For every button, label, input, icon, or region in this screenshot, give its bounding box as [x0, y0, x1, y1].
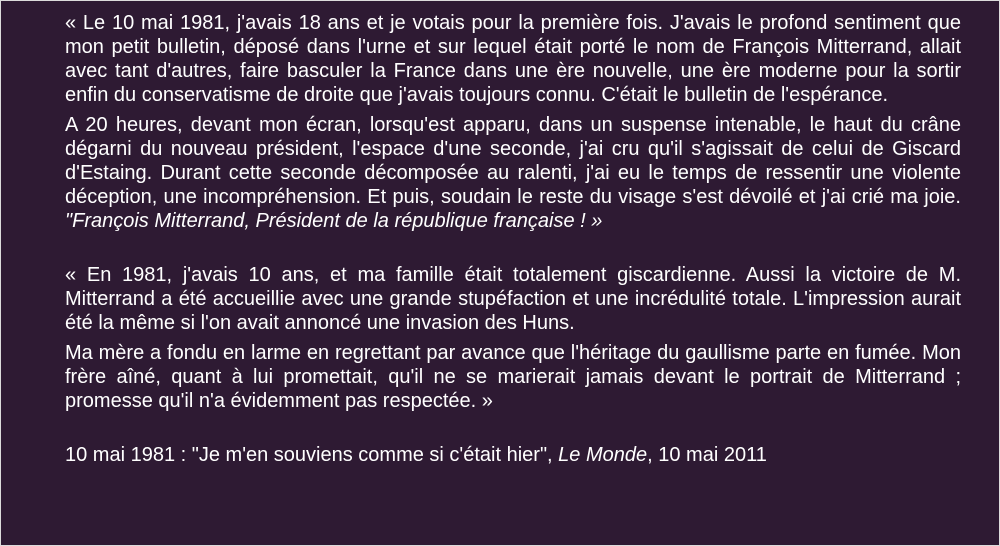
slide-content [65, 11, 961, 467]
citation-prefix: 10 mai 1981 : "Je m'en souviens comme si c'était hier", [65, 444, 559, 466]
citation-suffix: , 10 mai 2011 [647, 444, 767, 466]
quote1-paragraph2 [65, 113, 961, 233]
quote1-paragraph2-italic: "François Mitterrand, Président de la république française ! » [65, 210, 603, 232]
source-citation [65, 443, 961, 467]
quote2-paragraph1: « En 1981, j'avais 10 ans, et ma famille était totalement giscardienne. Aussi la victoire de M. Mitterrand a été accueillie avec une grande stupéfaction et une incrédulité totale. L'impression aurait été la même si l'on avait annoncé une invasion des Huns. [65, 264, 961, 334]
quote2-paragraph2: Ma mère a fondu en larme en regrettant par avance que l'héritage du gaullisme parte en fumée. Mon frère aîné, quant à lui promettait, qu'il ne se marierait jamais devant le portrait de Mitterrand ; promesse qu'il n'a évidemment pas respectée. » [65, 342, 961, 412]
quote1-paragraph1: « Le 10 mai 1981, j'avais 18 ans et je votais pour la première fois. J'avais le profond sentiment que mon petit bulletin, déposé dans l'urne et sur lequel était porté le nom de François Mitterrand, allait avec tant d'autres, faire basculer la France dans une ère nouvelle, une ère moderne pour la sortir enfin du conservatisme de droite que j'avais toujours connu. C'était le bulletin de l'espérance. [65, 12, 961, 106]
citation-publication: Le Monde [558, 444, 648, 466]
quote1-paragraph2-text: A 20 heures, devant mon écran, lorsqu'est apparu, dans un suspense intenable, le haut du crâne dégarni du nouveau président, l'espace d'une seconde, j'ai cru qu'il s'agissait de celui de Giscard d'Estaing. Durant cette seconde décomposée au ralenti, j'ai eu le temps de ressentir une violente déception, une incompréhension. Et puis, soudain le reste du visage s'est dévoilé et j'ai crié ma joie. [65, 114, 961, 208]
